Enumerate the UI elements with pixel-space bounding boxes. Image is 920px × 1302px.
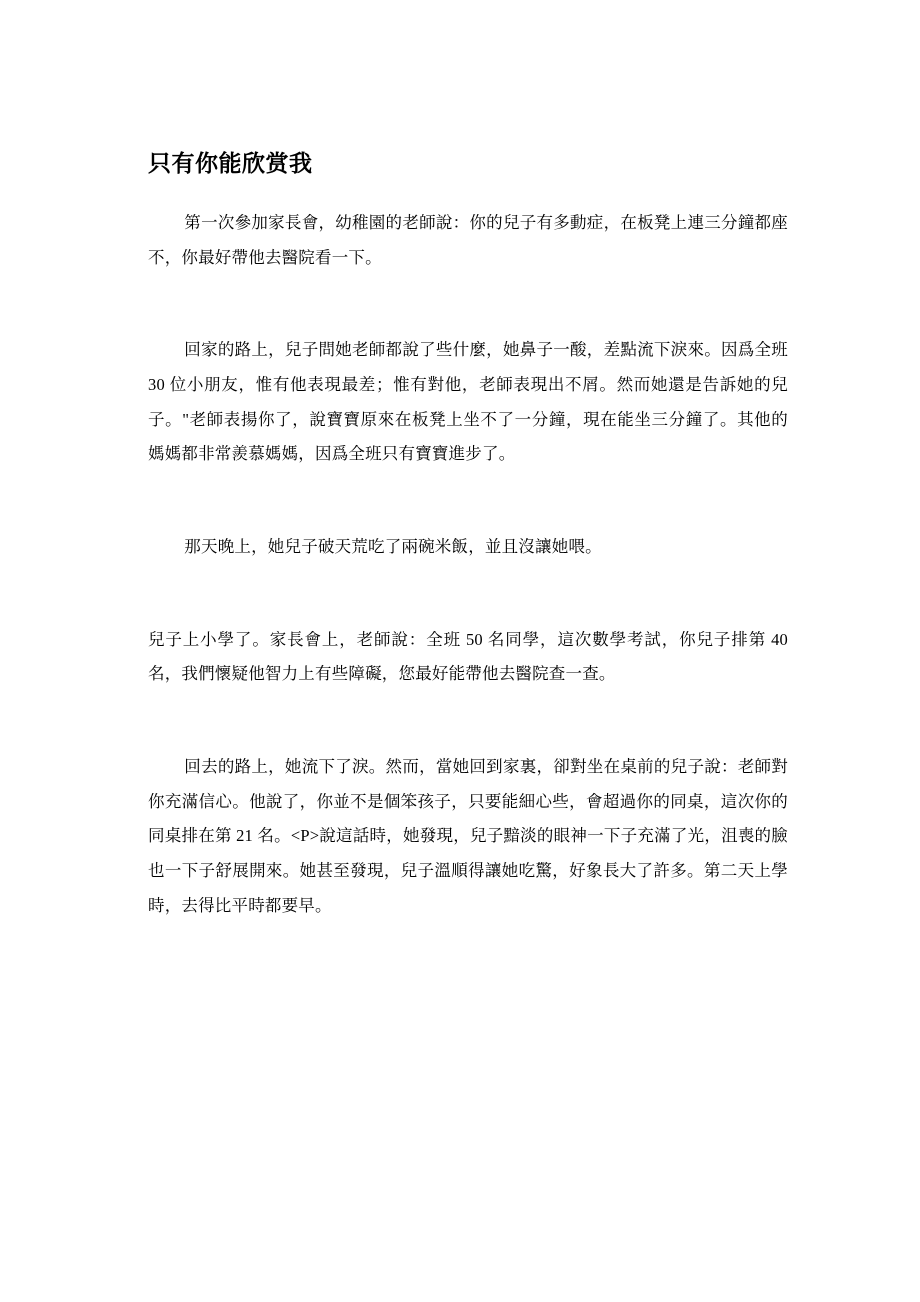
paragraph-5: 回去的路上，她流下了淚。然而，當她回到家裏，卻對坐在桌前的兒子說：老師對你充滿信心。他說了，你並不是個笨孩子，只要能細心些，會超過你的同桌，這次你的同桌排在第 21 名。<P>說這話時，她發現，兒子黯淡的眼神一下子充滿了光，沮喪的臉也一下子舒展開來。她甚至發現，兒子溫順得讓她吃驚，好象長大了許多。第二天上學時，去得比平時都要早。 <box>148 756 788 915</box>
paragraph-1: 第一次參加家長會，幼稚園的老師說：你的兒子有多動症，在板凳上連三分鐘都座不，你最好帶他去醫院看一下。 <box>148 213 788 267</box>
document-body <box>148 148 788 969</box>
page-title: 只有你能欣赏我 <box>148 151 313 177</box>
paragraph-2: 回家的路上，兒子問她老師都說了些什麼，她鼻子一酸，差點流下淚來。因爲全班 30 位小朋友，惟有他表現最差；惟有對他，老師表現出不屑。然而她還是告訴她的兒子。"老師表揚你了，說寶寶原來在板凳上坐不了一分鐘，現在能坐三分鐘了。其他的媽媽都非常羨慕媽媽，因爲全班只有寶寶進步了。 <box>148 340 788 464</box>
paragraph-4: 兒子上小學了。家長會上，老師說：全班 50 名同學，這次數學考試，你兒子排第 40 名，我們懷疑他智力上有些障礙，您最好能帶他去醫院查一查。 <box>148 629 788 684</box>
paragraph-3: 那天晚上，她兒子破天荒吃了兩碗米飯，並且沒讓她喂。 <box>184 537 602 557</box>
